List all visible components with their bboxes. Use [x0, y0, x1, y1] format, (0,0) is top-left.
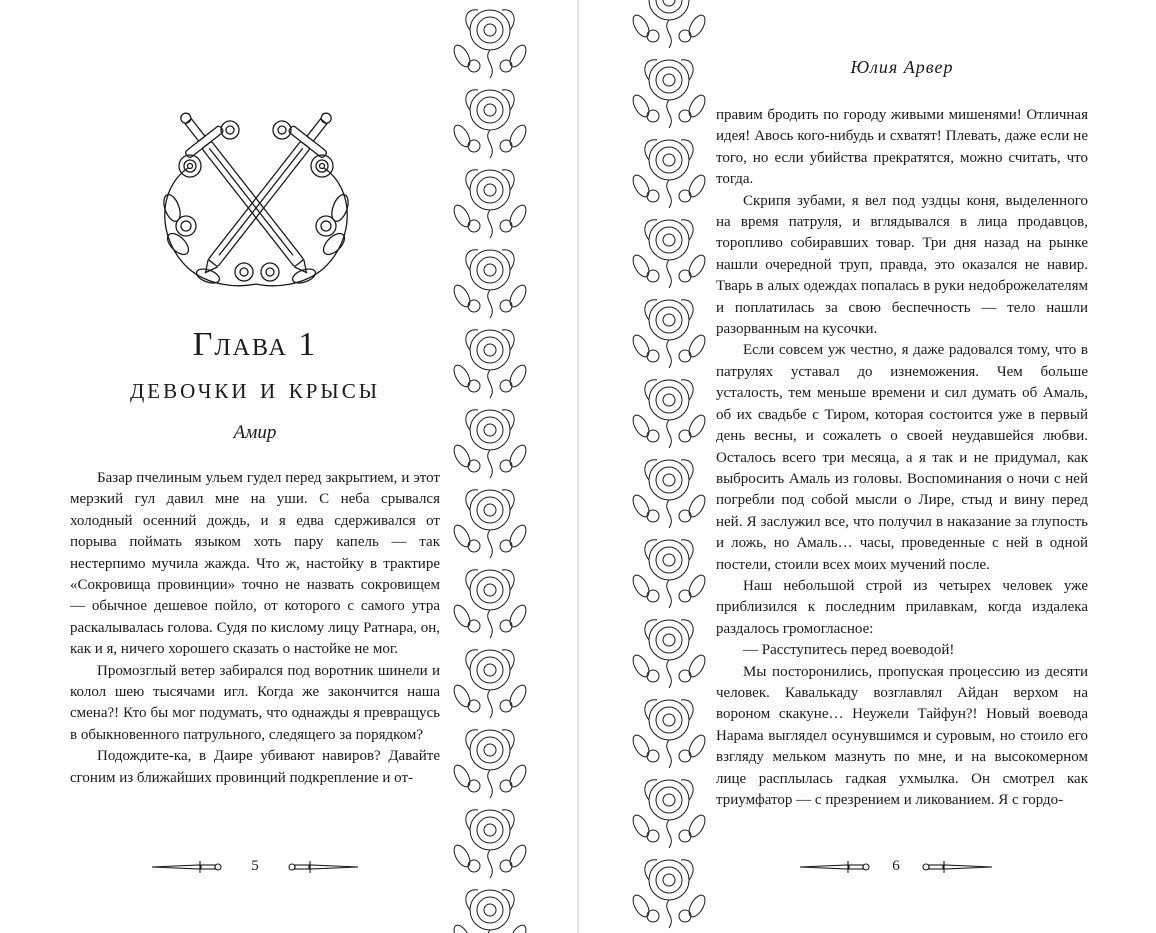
paragraph: Если совсем уж честно, я даже радовался тому, что в патрулях уставал до изнеможения. Чем больше усталость, тем меньше времени и сил думать об Амаль, об их свадьбе с Тиром, которая состоится уже в первый день весны, и сожалеть о своей неудавшейся любви. Осталось всего три месяца, а я так и не придумал, как выбросить Амаль из головы. Воспоминания о ночи с ней погребли под собой мысли о Лире, стыд и вину перед ней. Я заслужил все, что получил в наказание за глупость и ложь, но Амаль… часы, проведенные с ней в одной постели, стоили всех моих мучений после. — [716, 342, 1088, 573]
paragraph: Наш небольшой строй из четырех человек уже приблизился к последним прилавкам, когда издалека раздалось громогласное: — [716, 577, 1088, 637]
paragraph: Промозглый ветер забирался под воротник шинели и колол шею тысячами игл. Когда же закончится наша смена?! Кто бы мог подумать, что однажды я превращусь в обыкновенного патрульного, следящего за порядком? — [70, 662, 440, 743]
paragraph: Скрипя зубами, я вел под уздцы коня, выделенного на время патруля, и вглядывался в лица продавцов, торопливо собиравших товар. Три дня назад на рынке нашли очередной труп, правда, это оказался не навир. Тварь в алых одеждах попалась в руки недоброжелателям и поплатилась за свою беспечность — тело нашли разорванным на кусочки. — [716, 192, 1088, 338]
body-text-right — [716, 105, 1088, 811]
chapter-title: девочки и крысы — [129, 372, 381, 405]
paragraph: Мы посторонились, пропуская процессию из десяти человек. Кавалькаду возглавлял Айдан верхом на вороном скакуне… Неужели Тайфун?! Новый воевода Нарама выглядел осунувшимся и суровым, но стоило его взгляду мельком мазнуть по мне, и на высокомерном лице расплылась гадкая ухмылка. Он смотрел как триумфатор — с презрением и ликованием. Я с гордо- — [716, 663, 1088, 808]
folio-right — [798, 856, 994, 880]
peony-border-right-icon — [631, 0, 707, 933]
sword-icon — [922, 859, 994, 875]
paragraph: Подождите-ка, в Даире убивают навиров? Давайте сгоним из ближайших провинций подкрепление и от- — [70, 748, 440, 786]
pov-character: Амир — [233, 422, 277, 443]
page-number: 5 — [251, 858, 259, 874]
paragraph: Базар пчелиным ульем гудел перед закрытием, и этот мерзкий гул давил мне на уши. С неба срывался холодный осенний дождь, и я едва сдерживался от порыва поймать языком хоть пару капель — так нестерпимо мучила жажда. Что ж, настойку в трактире «Сокровища провинции» точно не назвать сокровищем — обычное дешевое пойло, от которого с самого утра раскалывалась голова. Судя по кислому лицу Ратнара, он, как и я, ничего хорошего сказать о настойке не мог. — [70, 470, 440, 658]
folio-left — [150, 856, 360, 880]
sword-icon — [150, 859, 222, 875]
sword-icon — [288, 859, 360, 875]
page-number: 6 — [892, 858, 900, 874]
sword-icon — [798, 859, 870, 875]
peony-border-left-icon — [452, 0, 528, 933]
dialogue-line: — Расступитесь перед воеводой! — [743, 642, 955, 659]
crossed-swords-emblem-icon — [148, 108, 364, 294]
body-text-left — [70, 468, 440, 789]
paragraph: правим бродить по городу живыми мишенями! Отличная идея! Авось кого-нибудь и схватят! Плевать, даже если не того, но если убийства прекратятся, можно считать, что тогда. — [716, 107, 1088, 188]
running-head: Юлия Арвер — [850, 57, 954, 77]
chapter-number: Глава 1 — [192, 326, 318, 363]
